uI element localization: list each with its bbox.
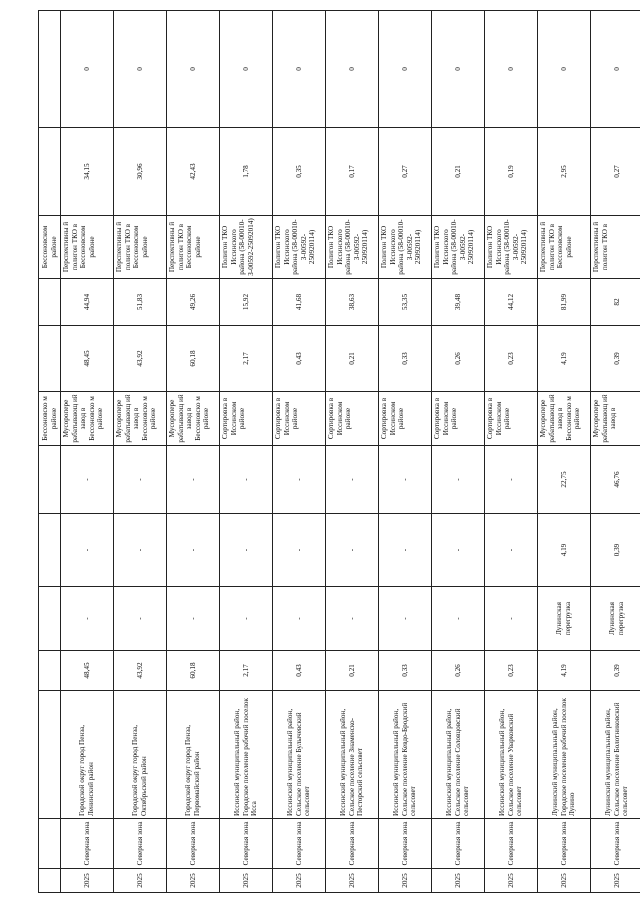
year-cell: 2025 — [167, 869, 220, 893]
processed-volume-cell: 0,33 — [379, 326, 432, 392]
district-cell: Иссинский муниципальный район, Сельское поселение Кевдо-Бродский сельсовет — [379, 691, 432, 819]
distance-to-disposal-cell: 49,26 — [167, 279, 220, 326]
disposal-site-cell: Полигон ТКО Иссинского района (58-00010-З-00592-250920114) — [432, 216, 485, 279]
transfer-volume-cell: - — [326, 514, 379, 587]
volume-cell: 2,17 — [220, 651, 273, 691]
residual-cell: 0 — [485, 11, 538, 128]
processed-volume-cell: 48,45 — [61, 326, 114, 392]
transfer-volume-cell: - — [61, 514, 114, 587]
distance-to-disposal-cell: 38,63 — [326, 279, 379, 326]
disposed-volume-cell: 42,43 — [167, 128, 220, 216]
zone-cell: Северная зона — [220, 819, 273, 869]
processed-volume-cell: 0,43 — [273, 326, 326, 392]
header-cell — [39, 279, 61, 326]
distance-to-disposal-cell: 81,99 — [538, 279, 591, 326]
transfer-station-cell: - — [114, 587, 167, 651]
distance-cell: 46,76 — [591, 446, 640, 514]
table-body — [39, 11, 640, 893]
processed-volume-cell: 0,39 — [591, 326, 640, 392]
year-cell: 2025 — [379, 869, 432, 893]
processing-facility-cell: Мусоропере рабатывающ ий завод в Бессоновско м районе — [538, 392, 591, 446]
zone-cell: Северная зона — [538, 819, 591, 869]
disposed-volume-cell: 30,96 — [114, 128, 167, 216]
distance-to-disposal-cell: 82 — [591, 279, 640, 326]
volume-cell: 0,26 — [432, 651, 485, 691]
header-cell — [39, 514, 61, 587]
residual-cell: 0 — [538, 11, 591, 128]
zone-cell: Северная зона — [379, 819, 432, 869]
volume-cell: 0,33 — [379, 651, 432, 691]
distance-to-disposal-cell: 15,92 — [220, 279, 273, 326]
zone-cell: Северная зона — [432, 819, 485, 869]
disposed-volume-cell: 0,27 — [379, 128, 432, 216]
transfer-volume-cell: - — [273, 514, 326, 587]
distance-cell: - — [485, 446, 538, 514]
processing-facility-cell: Сортировка в Иссинском районе — [432, 392, 485, 446]
header-cell — [39, 446, 61, 514]
header-cell — [39, 587, 61, 651]
disposed-volume-cell: 0,21 — [432, 128, 485, 216]
disposal-site-cell: Полигон ТКО Иссинского района (58-00010-З-00592-250920114) — [485, 216, 538, 279]
transfer-station-cell: - — [167, 587, 220, 651]
volume-cell: 48,45 — [61, 651, 114, 691]
zone-cell: Северная зона — [61, 819, 114, 869]
disposal-site-cell: Перспективны й полигон ТКО в — [591, 216, 640, 279]
processing-facility-cell: Сортировка в Иссинском районе — [326, 392, 379, 446]
disposal-site-cell: Перспективны й полигон ТКО в Бессоновском районе — [538, 216, 591, 279]
header-cell — [39, 11, 61, 128]
disposal-site-cell: Перспективны й полигон ТКО в Бессоновском районе — [114, 216, 167, 279]
disposal-site-cell: Полигон ТКО Иссинского района (58-00010-З-00592-250920114) — [379, 216, 432, 279]
processed-volume-cell: 60,18 — [167, 326, 220, 392]
transfer-volume-cell: - — [220, 514, 273, 587]
residual-cell: 0 — [273, 11, 326, 128]
volume-cell: 0,39 — [591, 651, 640, 691]
transfer-volume-cell: - — [114, 514, 167, 587]
table-row — [326, 11, 379, 893]
district-cell: Городской округ город Пенза, Первомайский район — [167, 691, 220, 819]
distance-to-disposal-cell: 44,94 — [61, 279, 114, 326]
table-row — [379, 11, 432, 893]
distance-cell: - — [379, 446, 432, 514]
district-cell: Лунинский муниципальный район, Сельское поселение Болотниковский сельсовет — [591, 691, 640, 819]
distance-cell: - — [114, 446, 167, 514]
year-cell: 2025 — [220, 869, 273, 893]
rotated-table-wrapper — [38, 11, 630, 893]
processing-facility-cell: Сортировка в Иссинском районе — [485, 392, 538, 446]
table-row — [167, 11, 220, 893]
distance-to-disposal-cell: 51,83 — [114, 279, 167, 326]
distance-cell: - — [432, 446, 485, 514]
disposed-volume-cell: 0,35 — [273, 128, 326, 216]
disposal-site-cell: Перспективны й полигон ТКО в Бессоновском районе — [167, 216, 220, 279]
distance-to-disposal-cell: 53,35 — [379, 279, 432, 326]
transfer-volume-cell: 4,19 — [538, 514, 591, 587]
table-row — [485, 11, 538, 893]
residual-cell: 0 — [379, 11, 432, 128]
disposed-volume-cell: 2,95 — [538, 128, 591, 216]
volume-cell: 60,18 — [167, 651, 220, 691]
transfer-station-cell: - — [220, 587, 273, 651]
processing-facility-cell: Мусоропере рабатывающ ий завод в Бессоновско м районе — [61, 392, 114, 446]
processed-volume-cell: 2,17 — [220, 326, 273, 392]
residual-cell: 0 — [61, 11, 114, 128]
transfer-volume-cell: - — [432, 514, 485, 587]
waste-flow-table — [38, 10, 640, 893]
district-cell: Иссинский муниципальный район, Городское поселение рабочий поселок Исса — [220, 691, 273, 819]
volume-cell: 4,19 — [538, 651, 591, 691]
district-cell: Иссинский муниципальный район, Сельское поселение Знаменско-Песторский сельсовет — [326, 691, 379, 819]
residual-cell: 0 — [167, 11, 220, 128]
volume-cell: 0,21 — [326, 651, 379, 691]
processing-facility-cell: Мусоропере рабатывающ ий завод в Бессоновско м районе — [114, 392, 167, 446]
volume-cell: 0,23 — [485, 651, 538, 691]
disposal-site-cell: Полигон ТКО Иссинского района (58-00010-З-00592-25092014) — [220, 216, 273, 279]
header-cell — [39, 819, 61, 869]
transfer-station-cell: - — [326, 587, 379, 651]
residual-cell: 0 — [114, 11, 167, 128]
distance-to-disposal-cell: 44,12 — [485, 279, 538, 326]
processed-volume-cell: 43,92 — [114, 326, 167, 392]
header-cell — [39, 326, 61, 392]
zone-cell: Северная зона — [273, 819, 326, 869]
table-row — [220, 11, 273, 893]
volume-cell: 43,92 — [114, 651, 167, 691]
disposal-site-cell: Перспективны й полигон ТКО в Бессоновском районе — [61, 216, 114, 279]
transfer-volume-cell: 0,39 — [591, 514, 640, 587]
year-cell: 2025 — [538, 869, 591, 893]
transfer-volume-cell: - — [167, 514, 220, 587]
disposal-site-cell: Полигон ТКО Иссинского района (58-00010-З-00592-250920114) — [273, 216, 326, 279]
volume-cell: 0,43 — [273, 651, 326, 691]
processing-facility-cell: Мусоропере рабатывающ ий завод в Бессоновско м районе — [167, 392, 220, 446]
distance-cell: 22,75 — [538, 446, 591, 514]
table-row — [432, 11, 485, 893]
header-cell — [39, 869, 61, 893]
zone-cell: Северная зона — [591, 819, 640, 869]
residual-cell: 0 — [432, 11, 485, 128]
district-cell: Городской округ город Пенза, Октябрьский район — [114, 691, 167, 819]
distance-cell: - — [220, 446, 273, 514]
distance-cell: - — [61, 446, 114, 514]
processed-volume-cell: 0,23 — [485, 326, 538, 392]
residual-cell: 0 — [326, 11, 379, 128]
transfer-station-cell: - — [485, 587, 538, 651]
header-cell — [39, 651, 61, 691]
year-cell: 2025 — [485, 869, 538, 893]
processing-facility-cell: Сортировка в Иссинском районе — [379, 392, 432, 446]
year-cell: 2025 — [61, 869, 114, 893]
processed-volume-cell: 0,21 — [326, 326, 379, 392]
header-row — [39, 11, 61, 893]
transfer-volume-cell: - — [379, 514, 432, 587]
distance-cell: - — [326, 446, 379, 514]
transfer-station-cell: Лунинская перегрузка — [538, 587, 591, 651]
disposal-site-cell: Полигон ТКО Иссинского района (58-00010-З-00592-250920114) — [326, 216, 379, 279]
district-cell: Городской округ город Пенза, Ленинский район — [61, 691, 114, 819]
zone-cell: Северная зона — [326, 819, 379, 869]
processed-volume-cell: 4,19 — [538, 326, 591, 392]
table-row — [114, 11, 167, 893]
table-row — [591, 11, 640, 893]
processing-facility-cell: Мусоропере рабатывающ ий завод в — [591, 392, 640, 446]
year-cell: 2025 — [273, 869, 326, 893]
distance-to-disposal-cell: 41,68 — [273, 279, 326, 326]
zone-cell: Северная зона — [114, 819, 167, 869]
district-cell: Иссинский муниципальный район, Сельское поселение Уварковский сельсовет — [485, 691, 538, 819]
disposed-volume-cell: 0,19 — [485, 128, 538, 216]
disposed-volume-cell: 1,78 — [220, 128, 273, 216]
transfer-station-cell: - — [273, 587, 326, 651]
disposed-volume-cell: 0,17 — [326, 128, 379, 216]
header-cell — [39, 128, 61, 216]
transfer-station-cell: - — [379, 587, 432, 651]
transfer-station-cell: Лунинская перегрузка — [591, 587, 640, 651]
table-row — [273, 11, 326, 893]
disposed-volume-cell: 0,27 — [591, 128, 640, 216]
transfer-volume-cell: - — [485, 514, 538, 587]
zone-cell: Северная зона — [167, 819, 220, 869]
processing-facility-cell: Сортировка в Иссинском районе — [273, 392, 326, 446]
transfer-station-cell: - — [432, 587, 485, 651]
processing-facility-cell: Сортировка в Иссинском районе — [220, 392, 273, 446]
distance-to-disposal-cell: 39,48 — [432, 279, 485, 326]
district-cell: Иссинский муниципальный район, Сельское поселение Соловцовский сельсовет — [432, 691, 485, 819]
table-row — [61, 11, 114, 893]
transfer-station-cell: - — [61, 587, 114, 651]
district-cell: Иссинский муниципальный район, Сельское поселение Булычевский сельсовет — [273, 691, 326, 819]
district-cell: Лунинский муниципальный район, Городское поселение рабочий поселок Лунино — [538, 691, 591, 819]
disposed-volume-cell: 34,15 — [61, 128, 114, 216]
header-method: Бессоновско м районе — [39, 392, 61, 446]
distance-cell: - — [167, 446, 220, 514]
year-cell: 2025 — [114, 869, 167, 893]
table-row — [538, 11, 591, 893]
residual-cell: 0 — [591, 11, 640, 128]
header-cell — [39, 691, 61, 819]
header-target: Бессоновском районе — [39, 216, 61, 279]
year-cell: 2025 — [326, 869, 379, 893]
residual-cell: 0 — [220, 11, 273, 128]
year-cell: 2025 — [432, 869, 485, 893]
year-cell: 2025 — [591, 869, 640, 893]
processed-volume-cell: 0,26 — [432, 326, 485, 392]
distance-cell: - — [273, 446, 326, 514]
zone-cell: Северная зона — [485, 819, 538, 869]
